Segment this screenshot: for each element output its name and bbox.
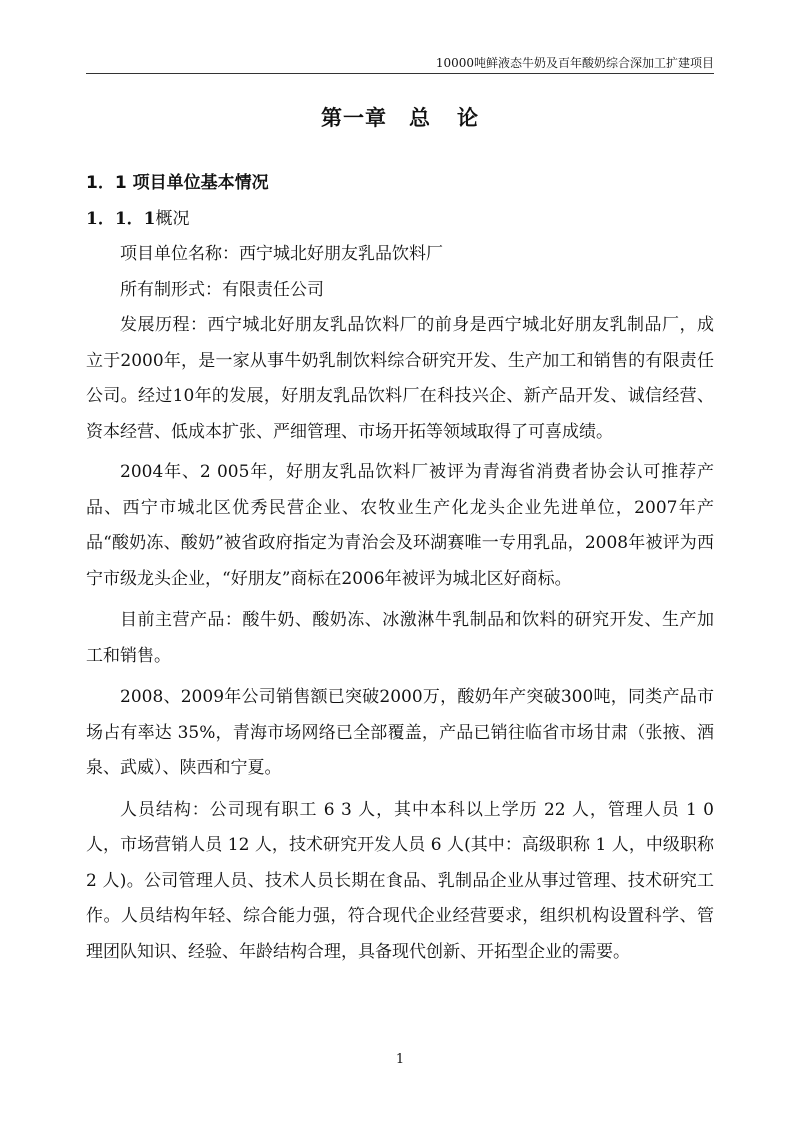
paragraph-history: 发展历程：西宁城北好朋友乳品饮料厂的前身是西宁城北好朋友乳制品厂，成立于2000年，是一家从事牛奶乳制饮料综合研究开发、生产加工和销售的有限责任公司。经过10年的发展，好朋友乳品饮料厂在科技兴企、新产品开发、诚信经营、资本经营、低成本扩张、严细管理、市场开拓等领域取得了可喜成绩。 bbox=[86, 315, 714, 442]
paragraph-products: 目前主营产品：酸牛奶、酸奶冻、冰激淋牛乳制品和饮料的研究开发、生产加工和销售。 bbox=[86, 610, 714, 666]
running-header: 10000吨鲜液态牛奶及百年酸奶综合深加工扩建项目 bbox=[86, 56, 714, 74]
subsection-number: 1．1．1 bbox=[86, 209, 156, 229]
document-body bbox=[86, 165, 714, 970]
paragraph-sales: 2008、2009年公司销售额已突破2000万，酸奶年产突破300吨，同类产品市场占有率达 35%，青海市场网络已全部覆盖，产品已销往临省市场甘肃（张掖、酒泉、武威）、陕西和宁夏。 bbox=[86, 687, 714, 778]
chapter-title bbox=[0, 102, 800, 132]
paragraph-awards: 2004年、2 005年，好朋友乳品饮料厂被评为青海省消费者协会认可推荐产品、西宁市城北区优秀民营企业、农牧业生产化龙头企业先进单位，2007年产品“酸奶冻、酸奶”被省政府指定为青治会及环湖赛唯一专用乳品，2008年被评为西宁市级龙头企业，“好朋友”商标在2006年被评为城北区好商标。 bbox=[86, 462, 714, 589]
paragraph-ownership: 所有制形式：有限责任公司 bbox=[120, 279, 324, 300]
chapter-title-word-2: 论 bbox=[457, 106, 479, 130]
subsection-title: 概况 bbox=[155, 209, 190, 229]
chapter-title-word-1: 总 bbox=[409, 106, 431, 130]
chapter-number: 第一章 bbox=[321, 106, 387, 130]
page-number: 1 bbox=[395, 1052, 405, 1067]
paragraph-staff: 人员结构：公司现有职工 6 3 人，其中本科以上学历 22 人，管理人员 1 0 人，市场营销人员 12 人，技术研究开发人员 6 人(其中：高级职称 1 人，中级职称 2 人)。公司管理人员、技术人员长期在食品、乳制品企业从事过管理、技术研究工作。人员结构年轻、综合能力强，符合现代企业经营要求，组织机构设置科学、管理团队知识、经验、年龄结构合理，具备现代创新、开拓型企业的需要。 bbox=[86, 799, 714, 962]
subsection-heading bbox=[86, 201, 714, 237]
paragraph-unit-name: 项目单位名称：西宁城北好朋友乳品饮料厂 bbox=[120, 244, 443, 264]
section-heading: 1．1 项目单位基本情况 bbox=[86, 173, 269, 193]
